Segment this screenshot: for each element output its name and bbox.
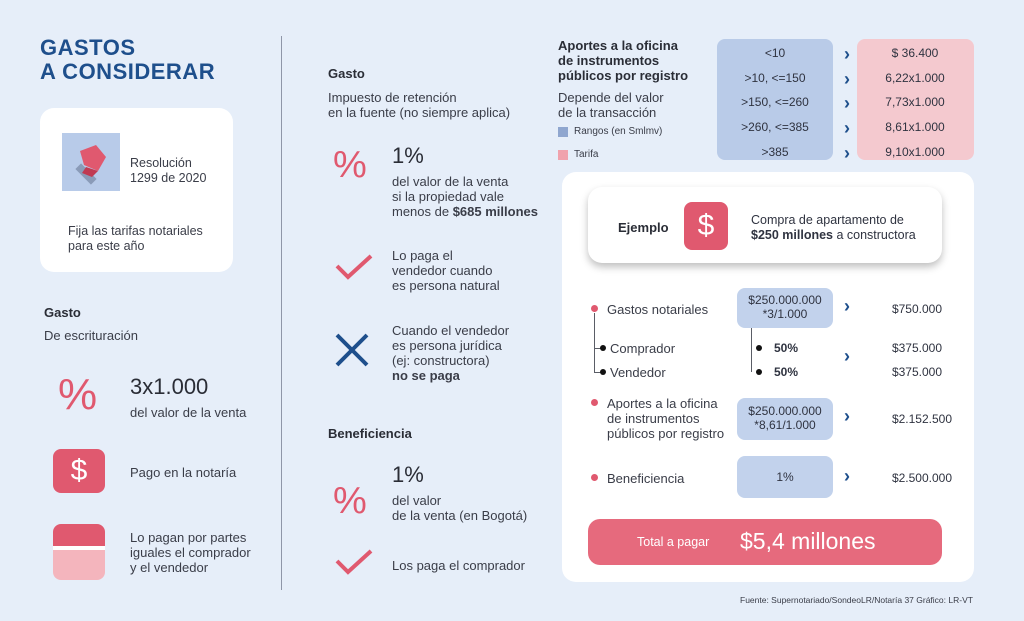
legend-ranges-label: Rangos (en Smlmv) <box>574 126 663 137</box>
tree-line <box>594 313 595 373</box>
comprador-value: $375.000 <box>891 341 942 355</box>
retencion-pct: 1% <box>392 143 424 168</box>
escrituracion-sub: De escrituración <box>44 328 138 343</box>
check-icon <box>334 547 374 582</box>
tree-line <box>751 328 752 372</box>
dollar-badge-icon: $ <box>684 202 728 250</box>
chevron-right-icon: › <box>844 466 850 486</box>
check-icon <box>334 252 374 287</box>
example-desc: Compra de apartamento de $250 millones a constructora <box>751 213 916 242</box>
escrituracion-pay-desc: Pago en la notaría <box>130 465 237 480</box>
tarifa-value: $ 36.400 <box>891 46 939 60</box>
pushpin-icon <box>62 133 120 191</box>
resolution-name: Resolución 1299 de 2020 <box>130 156 207 185</box>
column-divider <box>281 36 282 590</box>
chevron-right-icon: › <box>844 406 850 426</box>
notariales-value: $750.000 <box>891 302 942 316</box>
vendedor-value: $375.000 <box>891 365 942 379</box>
dollar-badge-icon: $ <box>53 449 105 493</box>
range-value: >385 <box>761 145 789 159</box>
legend-tarifa-label: Tarifa <box>574 149 599 160</box>
bullet-dot <box>591 305 598 312</box>
beneficiencia-check-desc: Los paga el comprador <box>392 558 525 573</box>
chevron-right-icon: › <box>844 44 850 64</box>
retencion-x-desc: Cuando el vendedor es persona jurídica (ej: constructora) no se paga <box>392 323 510 383</box>
aportes-example-value: $2.152.500 <box>891 412 952 426</box>
vendedor-label: Vendedor <box>610 365 666 380</box>
total-bar <box>588 519 942 565</box>
retencion-sub: Impuesto de retención en la fuente (no siempre aplica) <box>328 90 511 120</box>
bullet-dot <box>591 399 598 406</box>
aportes-calc: $250.000.000 *8,61/1.000 <box>737 398 833 440</box>
resolution-desc: Fija las tarifas notariales para este año <box>68 224 203 253</box>
escrituracion-amount: 3x1.000 <box>130 374 209 399</box>
comprador-label: Comprador <box>610 341 676 356</box>
escrituracion-split-desc: Lo pagan por partes iguales el comprador y el vendedor <box>130 530 251 575</box>
benef-calc: 1% <box>737 456 833 498</box>
aportes-example-label: Aportes a la oficina de instrumentos públicos por registro <box>607 396 725 441</box>
notariales-label: Gastos notariales <box>607 302 709 317</box>
vendedor-pct: 50% <box>774 365 799 379</box>
beneficiencia-pct-desc: del valor de la venta (en Bogotá) <box>392 493 528 523</box>
chevron-right-icon: › <box>844 69 850 89</box>
tarifa-value: 6,22x1.000 <box>885 71 945 85</box>
retencion-heading: Gasto <box>328 66 365 81</box>
example-header <box>588 187 942 263</box>
title-line-1: GASTOS <box>40 35 136 60</box>
bullet-dot <box>591 474 598 481</box>
aportes-heading: Aportes a la oficina de instrumentos públicos por registro <box>558 38 689 83</box>
range-value: <10 <box>764 46 786 60</box>
range-value: >10, <=150 <box>744 71 806 85</box>
beneficiencia-heading: Beneficiencia <box>328 426 412 441</box>
chevron-right-icon: › <box>844 143 850 163</box>
tarifa-value: 7,73x1.000 <box>885 95 945 109</box>
legend-ranges-swatch <box>558 127 568 137</box>
escrituracion-heading: Gasto <box>44 305 81 320</box>
bullet-dot <box>756 345 762 351</box>
chevron-right-icon: › <box>844 296 850 316</box>
title-line-2: A CONSIDERAR <box>40 59 216 84</box>
legend-tarifa-swatch <box>558 150 568 160</box>
range-value: >260, <=385 <box>741 120 809 134</box>
bullet-dot <box>600 369 606 375</box>
chevron-right-icon: › <box>844 346 850 366</box>
x-icon <box>334 332 370 373</box>
retencion-check-desc: Lo paga el vendedor cuando es persona natural <box>392 248 500 293</box>
percent-icon: % <box>333 144 367 186</box>
page-title <box>40 36 215 84</box>
range-value: >150, <=260 <box>741 95 809 109</box>
tarifa-value: 8,61x1.000 <box>885 120 945 134</box>
notariales-calc: $250.000.000 *3/1.000 <box>737 288 833 328</box>
benef-value: $2.500.000 <box>891 471 952 485</box>
percent-icon: % <box>333 480 367 522</box>
source-note: Fuente: Supernotariado/SondeoLR/Notaría 37 Gráfico: LR-VT <box>740 595 973 605</box>
benef-label: Beneficiencia <box>607 471 685 486</box>
escrituracion-amount-desc: del valor de la venta <box>130 405 247 420</box>
total-label: Total a pagar <box>637 535 710 549</box>
retencion-pct-desc: del valor de la venta si la propiedad vale menos de $685 millones <box>392 174 538 219</box>
aportes-sub: Depende del valor de la transacción <box>558 90 664 120</box>
split-payment-icon <box>53 524 105 580</box>
tarifa-value: 9,10x1.000 <box>885 145 945 159</box>
beneficiencia-pct: 1% <box>392 462 424 487</box>
total-value: $5,4 millones <box>740 528 876 554</box>
resolution-card <box>40 108 233 272</box>
bullet-dot <box>756 369 762 375</box>
chevron-right-icon: › <box>844 93 850 113</box>
example-label: Ejemplo <box>618 220 669 235</box>
comprador-pct: 50% <box>774 341 799 355</box>
percent-icon: % <box>58 370 98 419</box>
bullet-dot <box>600 345 606 351</box>
chevron-right-icon: › <box>844 118 850 138</box>
